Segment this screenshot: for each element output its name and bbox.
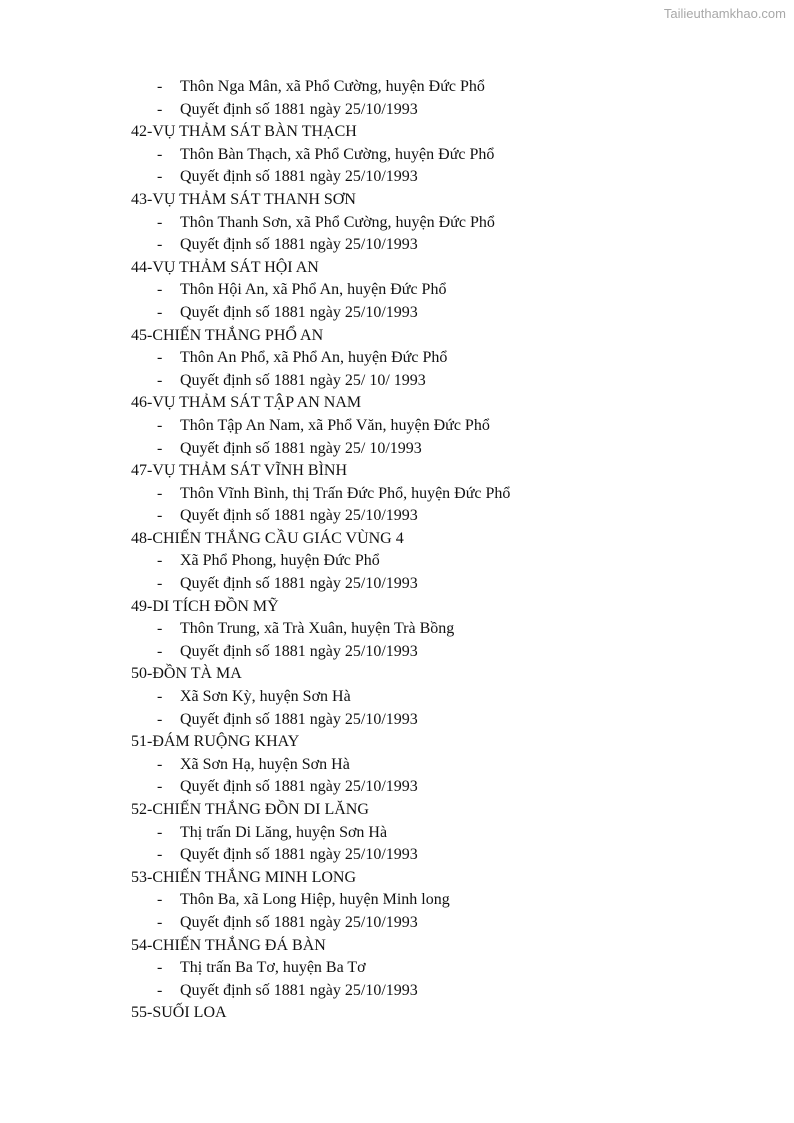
list-item-text: Quyết định số 1881 ngày 25/10/1993 — [180, 575, 418, 593]
list-item-text: Thôn Trung, xã Trà Xuân, huyện Trà Bồng — [180, 620, 455, 638]
section-heading-text: 54-CHIẾN THẮNG ĐÁ BÀN — [131, 936, 326, 954]
bullet-dash: - — [157, 78, 163, 95]
list-item — [131, 776, 751, 799]
document-body — [131, 76, 751, 1025]
section-heading — [131, 189, 751, 212]
section-heading-text: 51-ĐÁM RUỘNG KHAY — [131, 733, 300, 751]
list-item — [131, 550, 751, 573]
list-item-text: Quyết định số 1881 ngày 25/10/1993 — [180, 642, 418, 660]
bullet-dash: - — [157, 913, 163, 931]
list-item-text: Thị trấn Di Lăng, huyện Sơn Hà — [180, 823, 388, 841]
list-item-text: Thôn Vĩnh Bình, thị Trấn Đức Phổ, huyện Đức Phổ — [180, 484, 511, 502]
bullet-dash: - — [157, 439, 163, 457]
list-item — [131, 76, 751, 99]
section-heading-text: 50-ĐỒN TÀ MA — [131, 665, 242, 683]
list-item — [131, 618, 751, 641]
list-item-text: Quyết định số 1881 ngày 25/10/1993 — [180, 236, 418, 254]
bullet-dash: - — [157, 100, 163, 118]
list-item — [131, 754, 751, 777]
section-heading-text: 46-VỤ THẢM SÁT TẬP AN NAM — [131, 394, 362, 412]
list-item-text: Quyết định số 1881 ngày 25/10/1993 — [180, 846, 418, 864]
watermark-text: Tailieuthamkhao.com — [663, 6, 786, 21]
list-item — [131, 980, 751, 1003]
list-item-text: Quyết định số 1881 ngày 25/10/1993 — [180, 913, 418, 931]
bullet-dash: - — [157, 688, 163, 706]
list-item-text: Xã Phổ Phong, huyện Đức Phổ — [180, 552, 380, 570]
list-item — [131, 822, 751, 845]
list-item-text: Thôn Hội An, xã Phổ An, huyện Đức Phổ — [180, 281, 447, 299]
bullet-dash: - — [157, 281, 163, 299]
list-item — [131, 844, 751, 867]
bullet-dash: - — [157, 981, 163, 999]
section-heading — [131, 663, 751, 686]
list-item — [131, 957, 751, 980]
list-item-text: Thôn Bàn Thạch, xã Phổ Cường, huyện Đức Phổ — [180, 145, 495, 163]
list-item — [131, 709, 751, 732]
list-item — [131, 573, 751, 596]
bullet-dash: - — [157, 371, 163, 389]
section-heading — [131, 121, 751, 144]
section-heading — [131, 528, 751, 551]
section-heading-text: 49-DI TÍCH ĐỒN MỸ — [131, 597, 279, 615]
list-item-text: Quyết định số 1881 ngày 25/10/1993 — [180, 507, 418, 525]
section-heading — [131, 1002, 751, 1025]
list-item-text: Quyết định số 1881 ngày 25/10/1993 — [180, 100, 418, 118]
bullet-dash: - — [157, 168, 163, 186]
bullet-dash: - — [157, 575, 163, 593]
section-heading-text: 42-VỤ THẢM SÁT BÀN THẠCH — [131, 123, 357, 141]
section-heading — [131, 325, 751, 348]
list-item-text: Thôn Tập An Nam, xã Phổ Văn, huyện Đức Phổ — [180, 416, 490, 434]
list-item-text: Thôn Thanh Sơn, xã Phổ Cường, huyện Đức Phổ — [180, 213, 495, 231]
bullet-dash: - — [157, 778, 163, 796]
bullet-dash: - — [157, 507, 163, 525]
section-heading — [131, 596, 751, 619]
section-heading-text: 47-VỤ THẢM SÁT VĨNH BÌNH — [131, 462, 348, 480]
section-heading — [131, 799, 751, 822]
list-item-text: Quyết định số 1881 ngày 25/10/1993 — [180, 710, 418, 728]
section-heading-text: 53-CHIẾN THẮNG MINH LONG — [131, 868, 357, 886]
section-heading-text: 52-CHIẾN THẮNG ĐỒN DI LĂNG — [131, 801, 369, 818]
bullet-dash: - — [157, 846, 163, 864]
list-item — [131, 912, 751, 935]
bullet-dash: - — [157, 349, 163, 367]
section-heading — [131, 935, 751, 958]
list-item — [131, 483, 751, 506]
bullet-dash: - — [157, 755, 163, 773]
bullet-dash: - — [157, 145, 163, 163]
list-item — [131, 641, 751, 664]
list-item-text: Xã Sơn Hạ, huyện Sơn Hà — [180, 755, 350, 773]
list-item-text: Xã Sơn Kỳ, huyện Sơn Hà — [180, 688, 351, 706]
section-heading-text: 43-VỤ THẢM SÁT THANH SƠN — [131, 190, 356, 208]
list-item — [131, 505, 751, 528]
list-item-text: Quyết định số 1881 ngày 25/10/1993 — [180, 778, 418, 796]
list-item — [131, 279, 751, 302]
list-item — [131, 370, 751, 393]
bullet-dash: - — [157, 213, 163, 231]
bullet-dash: - — [157, 823, 163, 841]
section-heading-text: 55-SUỐI LOA — [131, 1004, 227, 1022]
list-item — [131, 166, 751, 189]
bullet-dash: - — [157, 959, 163, 977]
bullet-dash: - — [157, 303, 163, 321]
bullet-dash: - — [157, 484, 163, 502]
bullet-dash: - — [157, 236, 163, 254]
list-item-text: Thôn Ba, xã Long Hiệp, huyện Minh long — [180, 891, 450, 909]
list-item — [131, 889, 751, 912]
list-item-text: Thôn An Phổ, xã Phổ An, huyện Đức Phổ — [180, 349, 448, 367]
list-item — [131, 438, 751, 461]
list-item-text: Thị trấn Ba Tơ, huyện Ba Tơ — [180, 959, 366, 977]
section-heading-text: 48-CHIẾN THẮNG CẦU GIÁC VÙNG 4 — [131, 529, 404, 547]
bullet-dash: - — [157, 416, 163, 434]
bullet-dash: - — [157, 891, 163, 909]
bullet-dash: - — [157, 642, 163, 660]
list-item — [131, 415, 751, 438]
section-heading-text: 45-CHIẾN THẮNG PHỔ AN — [131, 326, 324, 344]
list-item — [131, 212, 751, 235]
list-item-text: Quyết định số 1881 ngày 25/10/1993 — [180, 303, 418, 321]
list-item-text: Quyết định số 1881 ngày 25/10/1993 — [180, 168, 418, 186]
list-item — [131, 144, 751, 167]
list-item — [131, 234, 751, 257]
bullet-dash: - — [157, 710, 163, 728]
list-item — [131, 347, 751, 370]
list-item-text: Quyết định số 1881 ngày 25/ 10/ 1993 — [180, 371, 426, 389]
bullet-dash: - — [157, 552, 163, 570]
list-item-text: Quyết định số 1881 ngày 25/ 10/1993 — [180, 439, 422, 457]
section-heading — [131, 392, 751, 415]
list-item — [131, 302, 751, 325]
section-heading — [131, 257, 751, 280]
list-item-text: Quyết định số 1881 ngày 25/10/1993 — [180, 981, 418, 999]
section-heading — [131, 460, 751, 483]
list-item — [131, 686, 751, 709]
section-heading-text: 44-VỤ THẢM SÁT HỘI AN — [131, 258, 319, 276]
list-item — [131, 99, 751, 122]
section-heading — [131, 867, 751, 890]
section-heading — [131, 731, 751, 754]
bullet-dash: - — [157, 620, 163, 638]
list-item-text: Thôn Nga Mân, xã Phổ Cường, huyện Đức Phổ — [180, 78, 485, 95]
